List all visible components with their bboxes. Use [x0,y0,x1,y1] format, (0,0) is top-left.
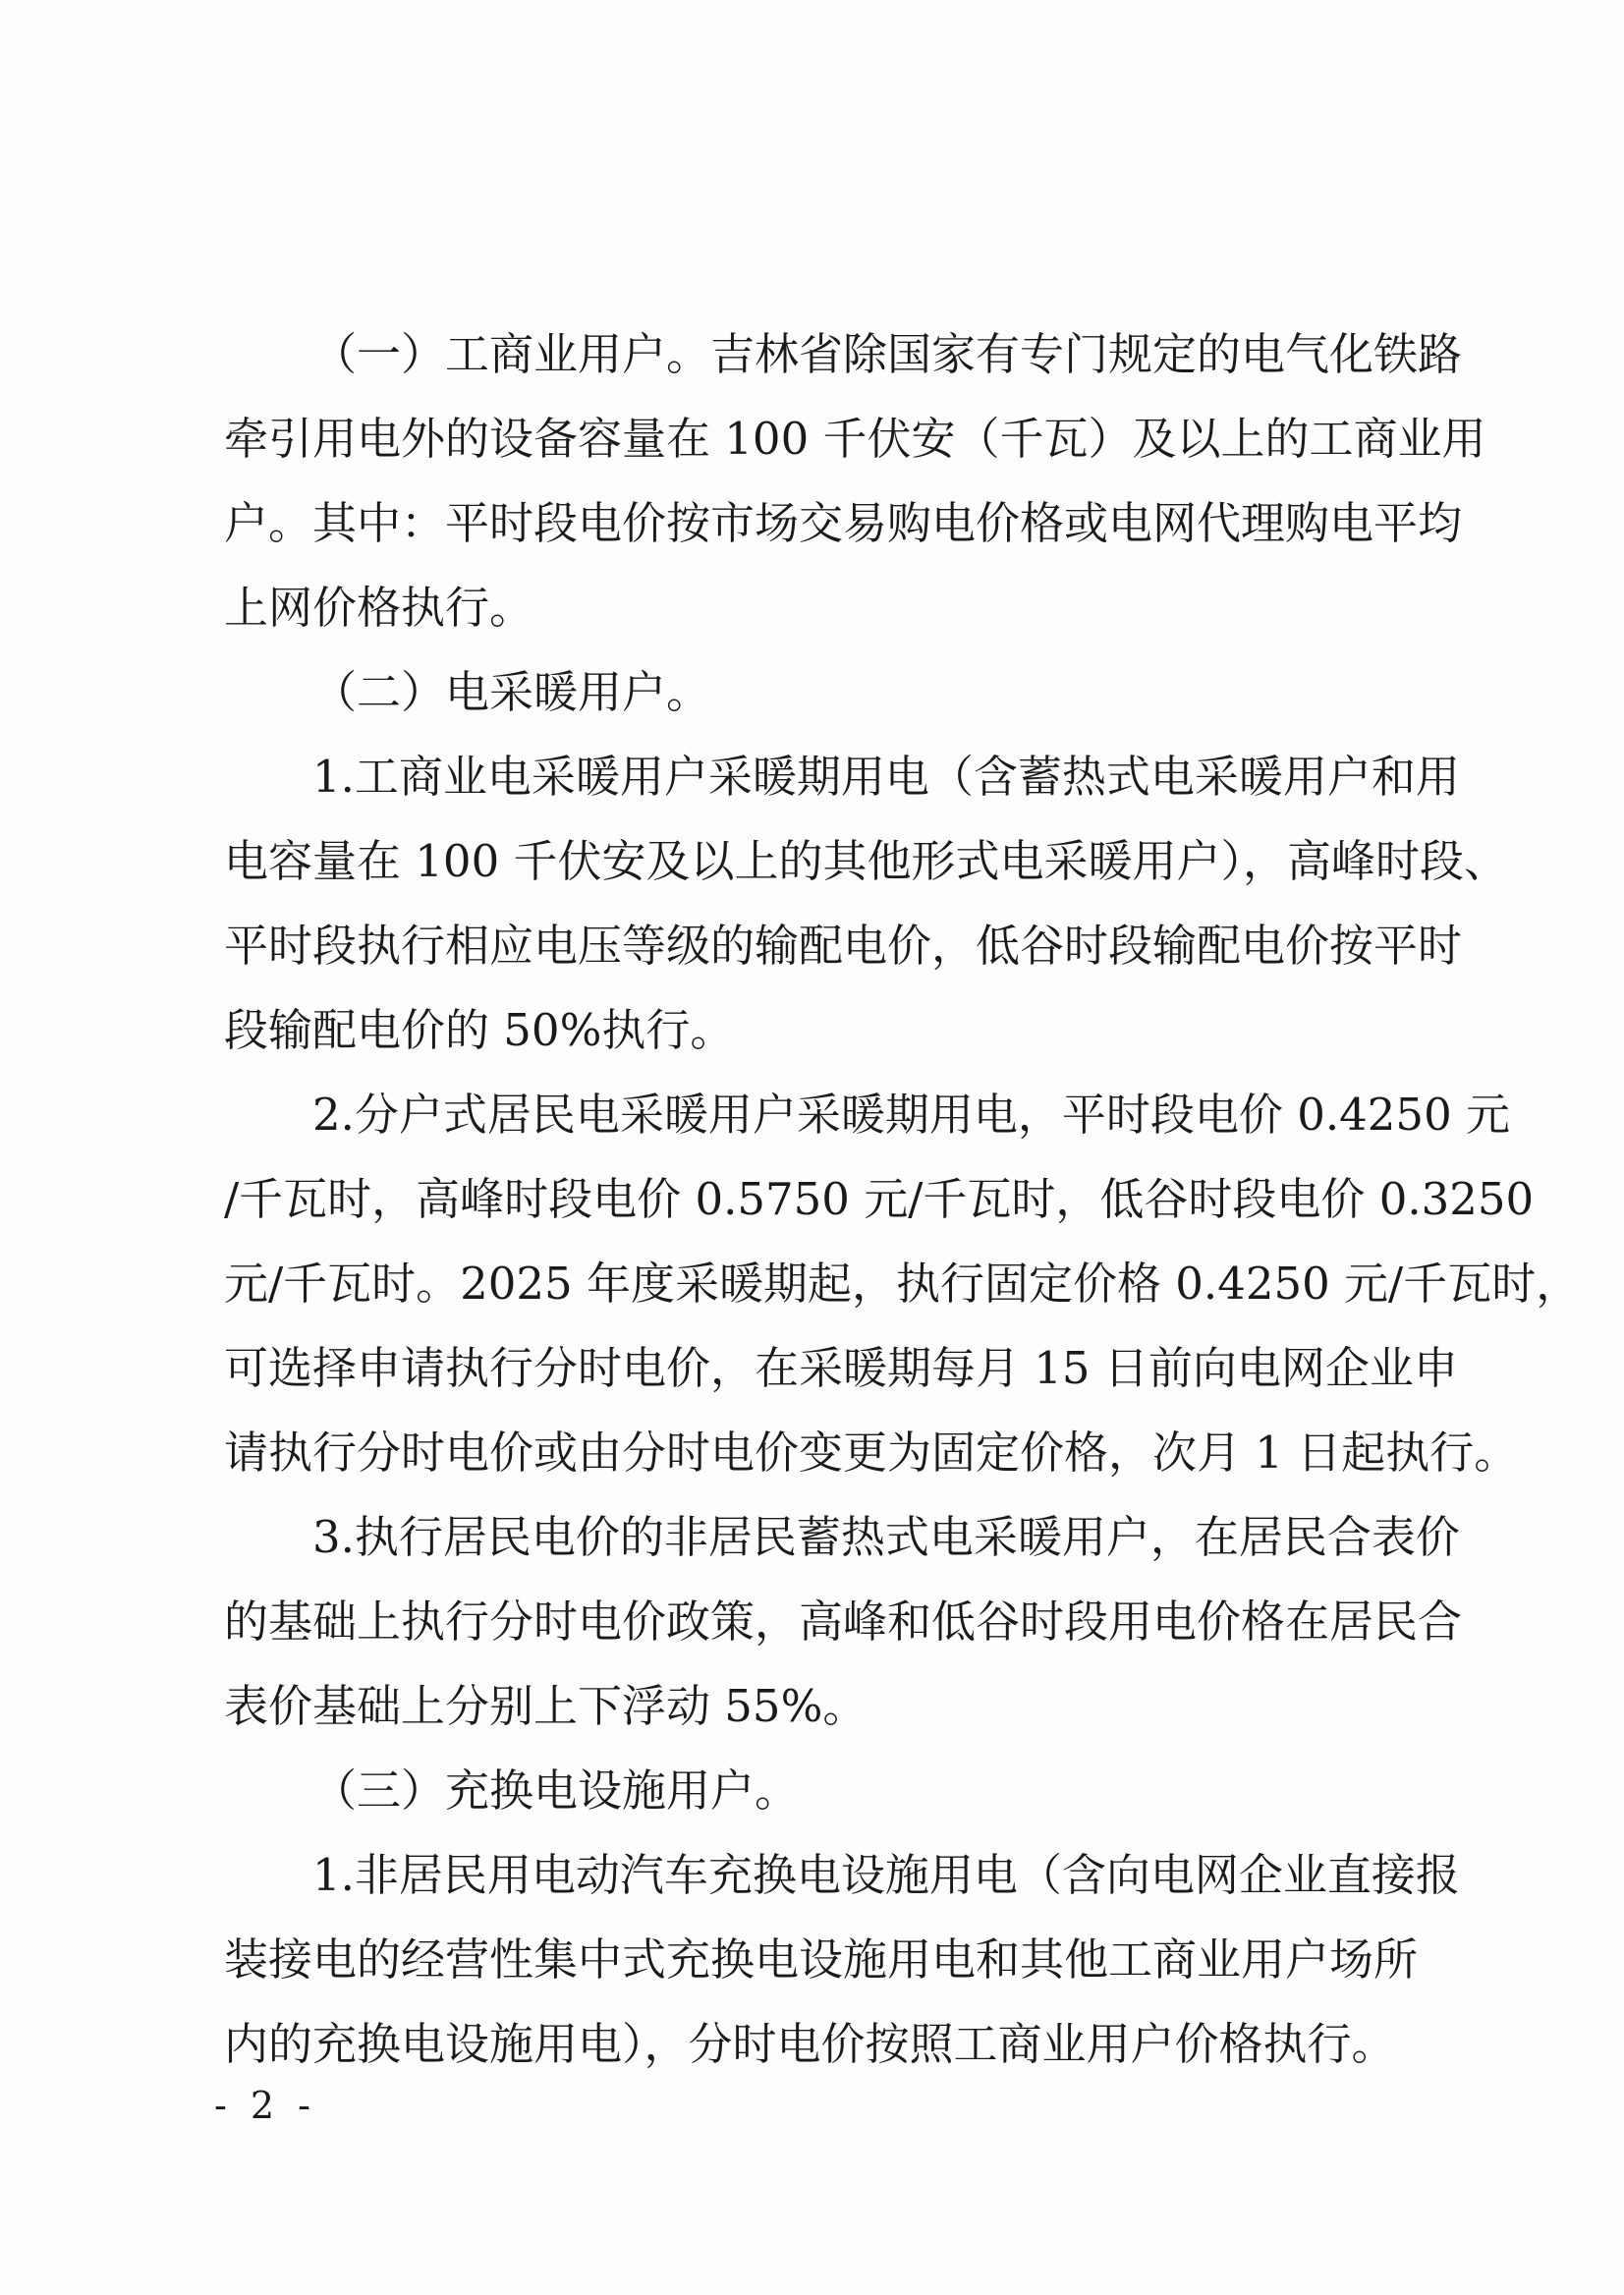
document-body [224,312,1581,2087]
paragraph-line: 内的充换电设施用电），分时电价按照工商业用户价格执行。 [224,2018,1396,2070]
paragraph-line: 1.工商业电采暖用户采暖期用电（含蓄热式电采暖用户和用 [312,751,1460,803]
paragraph-line: 可选择申请执行分时电价，在采暖期每月 15 日前向电网企业申 [224,1342,1458,1394]
paragraph-line: 请执行分时电价或由分时电价变更为固定价格，次月 1 日起执行。 [224,1427,1519,1479]
paragraph-line: 平时段执行相应电压等级的输配电价，低谷时段输配电价按平时 [224,920,1463,972]
paragraph-heating-item-3 [224,1495,1463,1749]
paragraph-heating-item-2 [224,1073,1581,1495]
paragraph-heating-item-1 [224,735,1509,1073]
paragraph-line: 上网价格执行。 [224,582,534,634]
paragraph-line: 装接电的经营性集中式充换电设施用电和其他工商业用户场所 [224,1933,1419,1986]
paragraph-line: 表价基础上分别上下浮动 55%。 [224,1680,868,1732]
paragraph-industrial-users [224,312,1486,650]
paragraph-line: 段输配电价的 50%执行。 [224,1004,735,1056]
paragraph-charging-item-1 [224,1833,1460,2087]
page-number: - 2 - [214,2084,317,2127]
paragraph-line: 1.非居民用电动汽车充换电设施用电（含向电网企业直接报 [312,1849,1460,1901]
paragraph-line: /千瓦时，高峰时段电价 0.5750 元/千瓦时，低谷时段电价 0.3250 [224,1173,1535,1225]
paragraph-line: 2.分户式居民电采暖用户采暖期用电，平时段电价 0.4250 元 [312,1089,1511,1141]
paragraph-line: 电容量在 100 千伏安及以上的其他形式电采暖用户），高峰时段、 [224,835,1509,887]
paragraph-line: 的基础上执行分时电价政策，高峰和低谷时段用电价格在居民合 [224,1595,1463,1648]
paragraph-line: 元/千瓦时。2025 年度采暖期起，执行固定价格 0.4250 元/千瓦时， [224,1258,1581,1310]
section-heading-electric-heating: （二）电采暖用户。 [312,666,711,718]
paragraph-line: 牵引用电外的设备容量在 100 千伏安（千瓦）及以上的工商业用 [224,413,1486,465]
paragraph-line: （一）工商业用户。吉林省除国家有专门规定的电气化铁路 [312,328,1463,380]
paragraph-line: 户。其中：平时段电价按市场交易购电价格或电网代理购电平均 [224,497,1463,549]
paragraph-line: 3.执行居民电价的非居民蓄热式电采暖用户，在居民合表价 [312,1511,1460,1563]
section-heading-charging-facilities: （三）充换电设施用户。 [312,1764,800,1817]
